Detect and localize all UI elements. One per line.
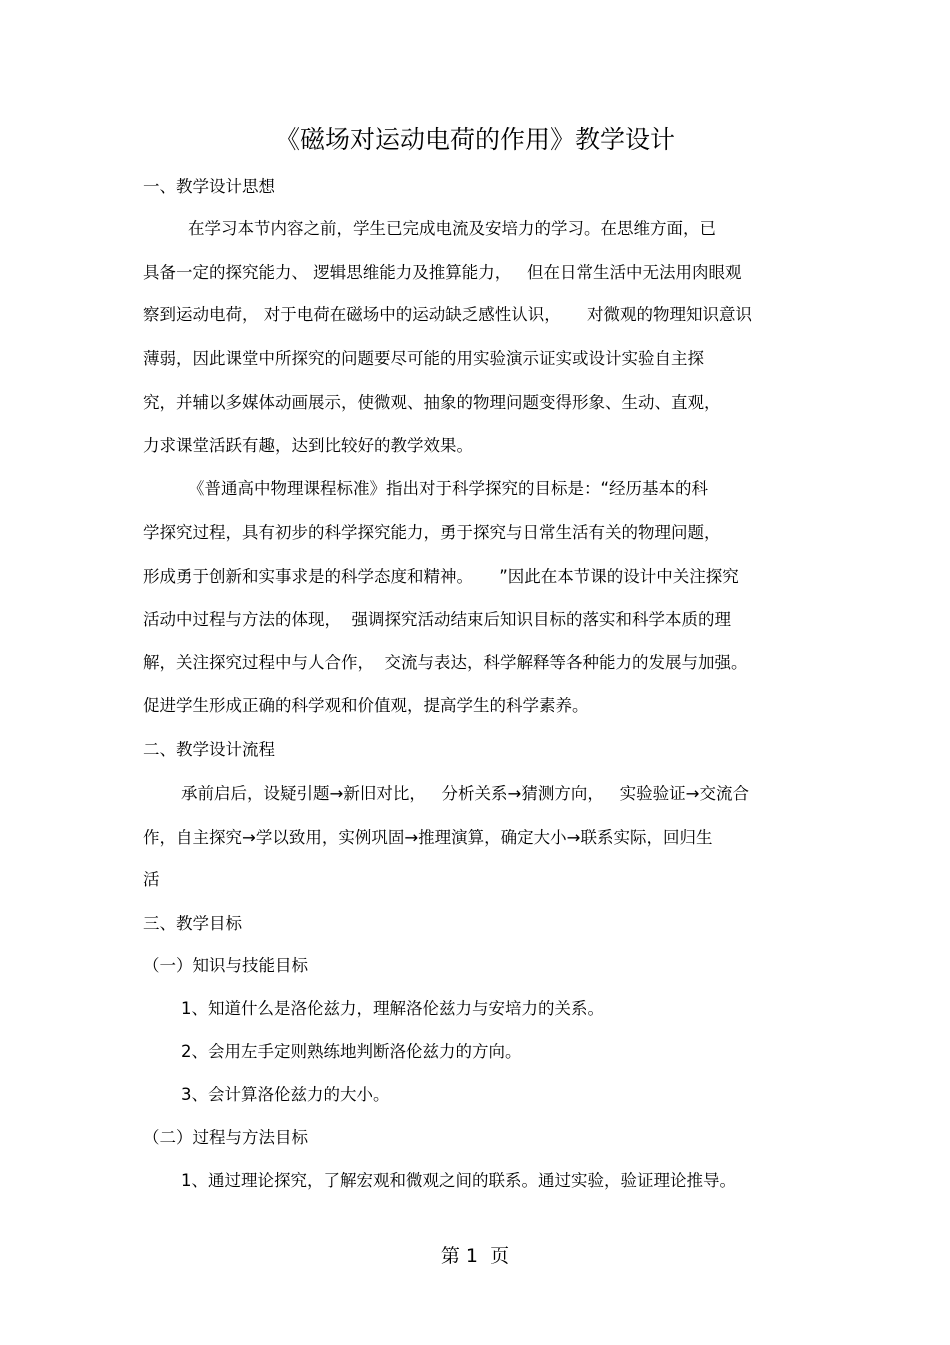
paragraph-line: 作，自主探究→学以致用，实例巩固→推理演算，确定大小→联系实际，回归生 [143,828,713,847]
paragraph-line: 解，关注探究过程中与人合作， 交流与表达，科学解释等各种能力的发展与加强。 [143,653,748,672]
paragraph-line: 承前启后，设疑引题→新旧对比， 分析关系→猜测方向， 实验验证→交流合 [181,784,749,803]
list-item: 1、知道什么是洛伦兹力，理解洛伦兹力与安培力的关系。 [181,999,604,1018]
section-heading-objectives: 三、教学目标 [143,914,242,933]
paragraph-line: 力求课堂活跃有趣，达到比较好的教学效果。 [143,436,473,455]
section-heading-design-flow: 二、教学设计流程 [143,740,275,759]
paragraph-line: 在学习本节内容之前，学生已完成电流及安培力的学习。在思维方面，已 [188,219,716,238]
paragraph-line: 薄弱，因此课堂中所探究的问题要尽可能的用实验演示证实或设计实验自主探 [143,349,704,368]
subsection-heading-knowledge: （一）知识与技能目标 [143,956,308,975]
subsection-heading-process: （二）过程与方法目标 [143,1128,308,1147]
paragraph-line: 形成勇于创新和实事求是的科学态度和精神。 ”因此在本节课的设计中关注探究 [143,567,739,586]
paragraph-line: 《普通高中物理课程标准》指出对于科学探究的目标是：“经历基本的科 [188,479,709,498]
section-heading-design-idea: 一、教学设计思想 [143,177,275,196]
paragraph-line: 活 [143,870,160,889]
list-item: 2、会用左手定则熟练地判断洛伦兹力的方向。 [181,1042,522,1061]
list-item: 1、通过理论探究，了解宏观和微观之间的联系。通过实验，验证理论推导。 [181,1171,736,1190]
paragraph-line: 促进学生形成正确的科学观和价值观，提高学生的科学素养。 [143,696,589,715]
paragraph-line: 学探究过程，具有初步的科学探究能力，勇于探究与日常生活有关的物理问题， [143,523,721,542]
paragraph-line: 察到运动电荷， 对于电荷在磁场中的运动缺乏感性认识， 对微观的物理知识意识 [143,305,752,324]
document-title: 《磁场对运动电荷的作用》教学设计 [274,125,675,154]
paragraph-line: 具备一定的探究能力、 逻辑思维能力及推算能力， 但在日常生活中无法用肉眼观 [143,263,742,282]
paragraph-line: 活动中过程与方法的体现， 强调探究活动结束后知识目标的落实和科学本质的理 [143,610,731,629]
page-number: 第 1 页 [440,1245,510,1267]
list-item: 3、会计算洛伦兹力的大小。 [181,1085,390,1104]
paragraph-line: 究，并辅以多媒体动画展示，使微观、抽象的物理问题变得形象、生动、直观， [143,393,721,412]
